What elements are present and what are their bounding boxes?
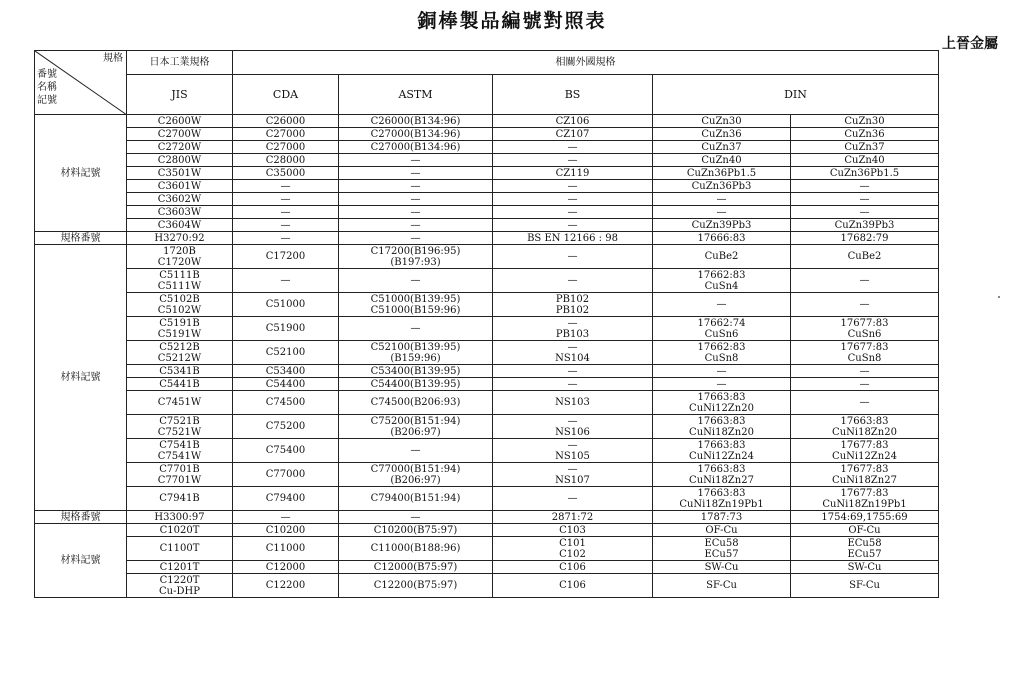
din-cell-b: — — [791, 206, 939, 219]
cda-cell: C28000 — [233, 154, 339, 167]
din-cell-a: 17662:83 CuSn8 — [653, 341, 791, 365]
din-cell-a: 17663:83 CuNi18Zn27 — [653, 463, 791, 487]
table-row — [35, 167, 939, 180]
astm-cell: C52100(B139:95) (B159:96) — [339, 341, 493, 365]
table-row — [35, 115, 939, 128]
table-row — [35, 232, 939, 245]
material-code-label: 材料記號 — [35, 245, 127, 511]
bs-cell: — — [493, 193, 653, 206]
jis-cell: C5212B C5212W — [127, 341, 233, 365]
bs-cell: 2871:72 — [493, 511, 653, 524]
din-cell-a: ECu58 ECu57 — [653, 537, 791, 561]
cda-cell: C12000 — [233, 561, 339, 574]
din-cell-a: 17663:83 CuNi12Zn24 — [653, 439, 791, 463]
bs-cell: PB102 PB102 — [493, 293, 653, 317]
cda-cell: C54400 — [233, 378, 339, 391]
scan-speck — [998, 296, 1000, 298]
bs-cell: C106 — [493, 574, 653, 598]
din-cell-b: OF-Cu — [791, 524, 939, 537]
table-row — [35, 561, 939, 574]
col-din: DIN — [653, 75, 939, 115]
table-row — [35, 154, 939, 167]
jis-cell: 1720B C1720W — [127, 245, 233, 269]
din-cell-b: CuZn37 — [791, 141, 939, 154]
din-cell-a: CuBe2 — [653, 245, 791, 269]
material-code-label: 材料記號 — [35, 115, 127, 232]
bs-cell: CZ107 — [493, 128, 653, 141]
table-row — [35, 378, 939, 391]
jis-cell: C3604W — [127, 219, 233, 232]
jis-cell: C5191B C5191W — [127, 317, 233, 341]
cda-cell: — — [233, 219, 339, 232]
din-cell-b: CuBe2 — [791, 245, 939, 269]
corner-spec-label: 規格 — [103, 53, 123, 64]
din-cell-b: — — [791, 391, 939, 415]
din-cell-b: CuZn36Pb1.5 — [791, 167, 939, 180]
cda-cell: C79400 — [233, 487, 339, 511]
cda-cell: C35000 — [233, 167, 339, 180]
din-cell-b: 17677:83 CuNi18Zn27 — [791, 463, 939, 487]
cda-cell: — — [233, 193, 339, 206]
din-cell-b: 17677:83 CuNi12Zn24 — [791, 439, 939, 463]
company-name: 上晉金屬 — [942, 36, 998, 52]
bs-cell: CZ119 — [493, 167, 653, 180]
bs-cell: — — [493, 154, 653, 167]
din-cell-a: SW-Cu — [653, 561, 791, 574]
din-cell-a: 17662:83 CuSn4 — [653, 269, 791, 293]
astm-cell: — — [339, 232, 493, 245]
din-cell-b: CuZn36 — [791, 128, 939, 141]
jis-cell: C2600W — [127, 115, 233, 128]
jis-cell: C7451W — [127, 391, 233, 415]
bs-cell: — — [493, 219, 653, 232]
cda-cell: — — [233, 180, 339, 193]
table-row — [35, 293, 939, 317]
cda-cell: C12200 — [233, 574, 339, 598]
astm-cell: — — [339, 317, 493, 341]
astm-cell: C53400(B139:95) — [339, 365, 493, 378]
table-row — [35, 180, 939, 193]
jis-cell: C5111B C5111W — [127, 269, 233, 293]
din-cell-b: 17663:83 CuNi18Zn20 — [791, 415, 939, 439]
din-cell-a: 17663:83 CuNi18Zn19Pb1 — [653, 487, 791, 511]
din-cell-b: 17677:83 CuNi18Zn19Pb1 — [791, 487, 939, 511]
table-row — [35, 537, 939, 561]
jis-cell: H3300:97 — [127, 511, 233, 524]
table-row — [35, 439, 939, 463]
spec-number-label: 規格番號 — [35, 511, 127, 524]
table-row — [35, 141, 939, 154]
cda-cell: — — [233, 206, 339, 219]
jis-cell: H3270:92 — [127, 232, 233, 245]
astm-cell: C10200(B75:97) — [339, 524, 493, 537]
jis-cell: C7521B C7521W — [127, 415, 233, 439]
din-cell-b: — — [791, 365, 939, 378]
cda-cell: C75200 — [233, 415, 339, 439]
jis-cell: C1201T — [127, 561, 233, 574]
jis-group-header: 日本工業規格 — [127, 51, 233, 75]
jis-cell: C1100T — [127, 537, 233, 561]
din-cell-a: CuZn36 — [653, 128, 791, 141]
table-row — [35, 524, 939, 537]
din-cell-a: CuZn36Pb1.5 — [653, 167, 791, 180]
bs-cell: CZ106 — [493, 115, 653, 128]
bs-cell: — — [493, 206, 653, 219]
table-row — [35, 365, 939, 378]
jis-cell: C7941B — [127, 487, 233, 511]
header-row-groups — [35, 51, 939, 75]
jis-cell: C5441B — [127, 378, 233, 391]
foreign-group-header: 相關外國規格 — [233, 51, 939, 75]
astm-cell: C77000(B151:94) (B206:97) — [339, 463, 493, 487]
jis-cell: C3501W — [127, 167, 233, 180]
document-title: 銅棒製品編號對照表 — [417, 10, 607, 32]
cda-cell: — — [233, 511, 339, 524]
cda-cell: C17200 — [233, 245, 339, 269]
table-row — [35, 206, 939, 219]
bs-cell: — — [493, 365, 653, 378]
jis-cell: C1220T Cu-DHP — [127, 574, 233, 598]
astm-cell: C27000(B134:96) — [339, 141, 493, 154]
bs-cell: — — [493, 180, 653, 193]
col-jis: JIS — [127, 75, 233, 115]
din-cell-a: CuZn39Pb3 — [653, 219, 791, 232]
bs-cell: — NS104 — [493, 341, 653, 365]
table-row — [35, 269, 939, 293]
din-cell-b: — — [791, 269, 939, 293]
din-cell-b: ECu58 ECu57 — [791, 537, 939, 561]
din-cell-a: — — [653, 206, 791, 219]
cda-cell: C77000 — [233, 463, 339, 487]
table-row — [35, 341, 939, 365]
din-cell-a: OF-Cu — [653, 524, 791, 537]
bs-cell: — NS105 — [493, 439, 653, 463]
astm-cell: — — [339, 511, 493, 524]
astm-cell: — — [339, 154, 493, 167]
spec-number-label: 規格番號 — [35, 232, 127, 245]
jis-cell: C7701B C7701W — [127, 463, 233, 487]
bs-cell: — NS106 — [493, 415, 653, 439]
bs-cell: C106 — [493, 561, 653, 574]
cda-cell: C11000 — [233, 537, 339, 561]
astm-cell: — — [339, 206, 493, 219]
table-row — [35, 219, 939, 232]
din-cell-b: — — [791, 193, 939, 206]
bs-cell: NS103 — [493, 391, 653, 415]
din-cell-b: — — [791, 378, 939, 391]
corner-header — [35, 51, 127, 115]
cda-cell: — — [233, 269, 339, 293]
astm-cell: C12000(B75:97) — [339, 561, 493, 574]
cda-cell: — — [233, 232, 339, 245]
jis-cell: C1020T — [127, 524, 233, 537]
din-cell-b: 1754:69,1755:69 — [791, 511, 939, 524]
table-row — [35, 574, 939, 598]
table-row — [35, 487, 939, 511]
din-cell-a: 17662:74 CuSn6 — [653, 317, 791, 341]
cda-cell: C27000 — [233, 128, 339, 141]
jis-cell: C2720W — [127, 141, 233, 154]
din-cell-b: 17677:83 CuSn6 — [791, 317, 939, 341]
jis-cell: C7541B C7541W — [127, 439, 233, 463]
cda-cell: C51000 — [233, 293, 339, 317]
astm-cell: — — [339, 167, 493, 180]
bs-cell: C103 — [493, 524, 653, 537]
astm-cell: C54400(B139:95) — [339, 378, 493, 391]
din-cell-a: CuZn30 — [653, 115, 791, 128]
astm-cell: C75200(B151:94) (B206:97) — [339, 415, 493, 439]
din-cell-a: — — [653, 365, 791, 378]
jis-cell: C2700W — [127, 128, 233, 141]
cda-cell: C52100 — [233, 341, 339, 365]
astm-cell: C26000(B134:96) — [339, 115, 493, 128]
din-cell-a: 17663:83 CuNi12Zn20 — [653, 391, 791, 415]
din-cell-a: 1787:73 — [653, 511, 791, 524]
din-cell-a: 17666:83 — [653, 232, 791, 245]
table-row — [35, 511, 939, 524]
col-bs: BS — [493, 75, 653, 115]
material-code-label: 材料記號 — [35, 524, 127, 598]
cda-cell: C26000 — [233, 115, 339, 128]
bs-cell: — — [493, 378, 653, 391]
din-cell-b: — — [791, 180, 939, 193]
din-cell-a: — — [653, 378, 791, 391]
astm-cell: — — [339, 180, 493, 193]
jis-cell: C3602W — [127, 193, 233, 206]
astm-cell: — — [339, 219, 493, 232]
jis-cell: C3601W — [127, 180, 233, 193]
cda-cell: C74500 — [233, 391, 339, 415]
bs-cell: — PB103 — [493, 317, 653, 341]
col-cda: CDA — [233, 75, 339, 115]
astm-cell: C12200(B75:97) — [339, 574, 493, 598]
astm-cell: C27000(B134:96) — [339, 128, 493, 141]
table-row — [35, 463, 939, 487]
cda-cell: C27000 — [233, 141, 339, 154]
jis-cell: C2800W — [127, 154, 233, 167]
jis-cell: C5102B C5102W — [127, 293, 233, 317]
bs-cell: — NS107 — [493, 463, 653, 487]
cda-cell: C10200 — [233, 524, 339, 537]
din-cell-a: CuZn40 — [653, 154, 791, 167]
astm-cell: C51000(B139:95) C51000(B159:96) — [339, 293, 493, 317]
din-cell-a: 17663:83 CuNi18Zn20 — [653, 415, 791, 439]
table-row — [35, 245, 939, 269]
din-cell-a: — — [653, 293, 791, 317]
comparison-table — [34, 50, 939, 598]
bs-cell: — — [493, 487, 653, 511]
table-row — [35, 128, 939, 141]
cda-cell: C75400 — [233, 439, 339, 463]
astm-cell: — — [339, 193, 493, 206]
corner-row-labels: 番號 名稱 記號 — [37, 69, 57, 106]
din-cell-a: — — [653, 193, 791, 206]
din-cell-a: CuZn36Pb3 — [653, 180, 791, 193]
din-cell-b: SF-Cu — [791, 574, 939, 598]
bs-cell: C101 C102 — [493, 537, 653, 561]
din-cell-b: CuZn39Pb3 — [791, 219, 939, 232]
table-row — [35, 193, 939, 206]
astm-cell: C17200(B196:95) (B197:93) — [339, 245, 493, 269]
table-row — [35, 391, 939, 415]
astm-cell: — — [339, 269, 493, 293]
astm-cell: C79400(B151:94) — [339, 487, 493, 511]
bs-cell: BS EN 12166 : 98 — [493, 232, 653, 245]
bs-cell: — — [493, 141, 653, 154]
jis-cell: C3603W — [127, 206, 233, 219]
table-row — [35, 415, 939, 439]
din-cell-b: CuZn30 — [791, 115, 939, 128]
bs-cell: — — [493, 245, 653, 269]
col-astm: ASTM — [339, 75, 493, 115]
din-cell-b: CuZn40 — [791, 154, 939, 167]
astm-cell: C11000(B188:96) — [339, 537, 493, 561]
header-row-columns — [35, 75, 939, 115]
cda-cell: C53400 — [233, 365, 339, 378]
astm-cell: C74500(B206:93) — [339, 391, 493, 415]
jis-cell: C5341B — [127, 365, 233, 378]
cda-cell: C51900 — [233, 317, 339, 341]
din-cell-b: 17677:83 CuSn8 — [791, 341, 939, 365]
din-cell-a: CuZn37 — [653, 141, 791, 154]
din-cell-b: — — [791, 293, 939, 317]
din-cell-b: 17682:79 — [791, 232, 939, 245]
table-row — [35, 317, 939, 341]
din-cell-b: SW-Cu — [791, 561, 939, 574]
astm-cell: — — [339, 439, 493, 463]
din-cell-a: SF-Cu — [653, 574, 791, 598]
bs-cell: — — [493, 269, 653, 293]
